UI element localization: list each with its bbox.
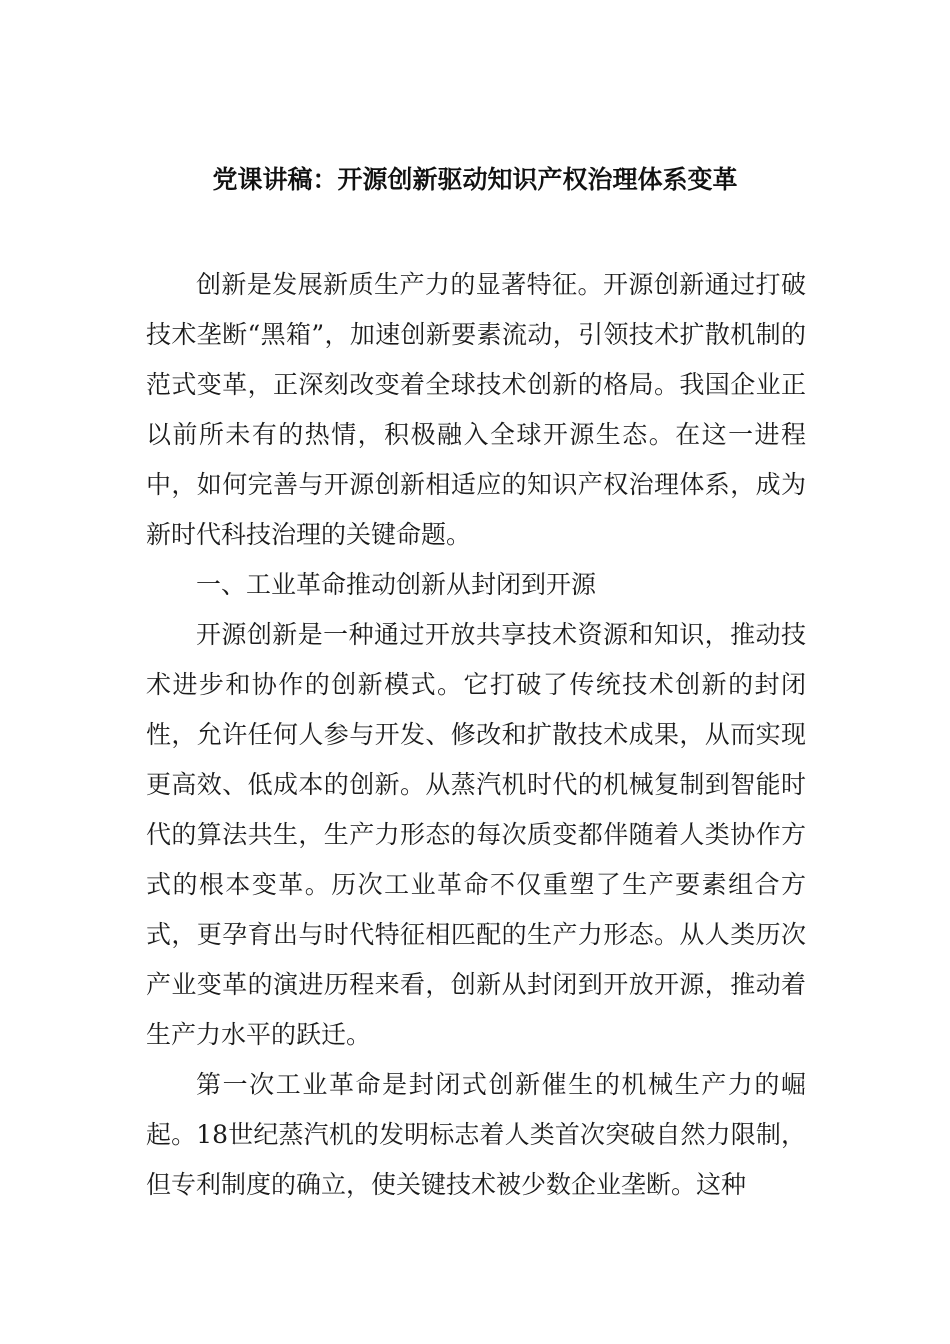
paragraph-open-innovation: 开源创新是一种通过开放共享技术资源和知识，推动技术进步和协作的创新模式。它打破了传统技术创新的封闭性，允许任何人参与开发、修改和扩散技术成果，从而实现更高效、低成本的创新。从蒸汽机时代的机械复制到智能时代的算法共生，生产力形态的每次质变都伴随着人类协作方式的根本变革。历次工业革命不仅重塑了生产要素组合方式，更孕育出与时代特征相匹配的生产力形态。从人类历次产业变革的演进历程来看，创新从封闭到开放开源，推动着生产力水平的跃迁。: [146, 620, 806, 1049]
document-body: [146, 260, 806, 1210]
section-heading-1: 一、工业革命推动创新从封闭到开源: [196, 570, 597, 599]
paragraph-first-industrial-revolution: 第一次工业革命是封闭式创新催生的机械生产力的崛起。18世纪蒸汽机的发明标志着人类首次突破自然力限制，但专利制度的确立，使关键技术被少数企业垄断。这种: [146, 1070, 806, 1199]
document-title: 党课讲稿：开源创新驱动知识产权治理体系变革: [212, 165, 738, 194]
paragraph-intro: 创新是发展新质生产力的显著特征。开源创新通过打破技术垄断“黑箱”，加速创新要素流动，引领技术扩散机制的范式变革，正深刻改变着全球技术创新的格局。我国企业正以前所未有的热情，积极融入全球开源生态。在这一进程中，如何完善与开源创新相适应的知识产权治理体系，成为新时代科技治理的关键命题。: [146, 270, 806, 549]
